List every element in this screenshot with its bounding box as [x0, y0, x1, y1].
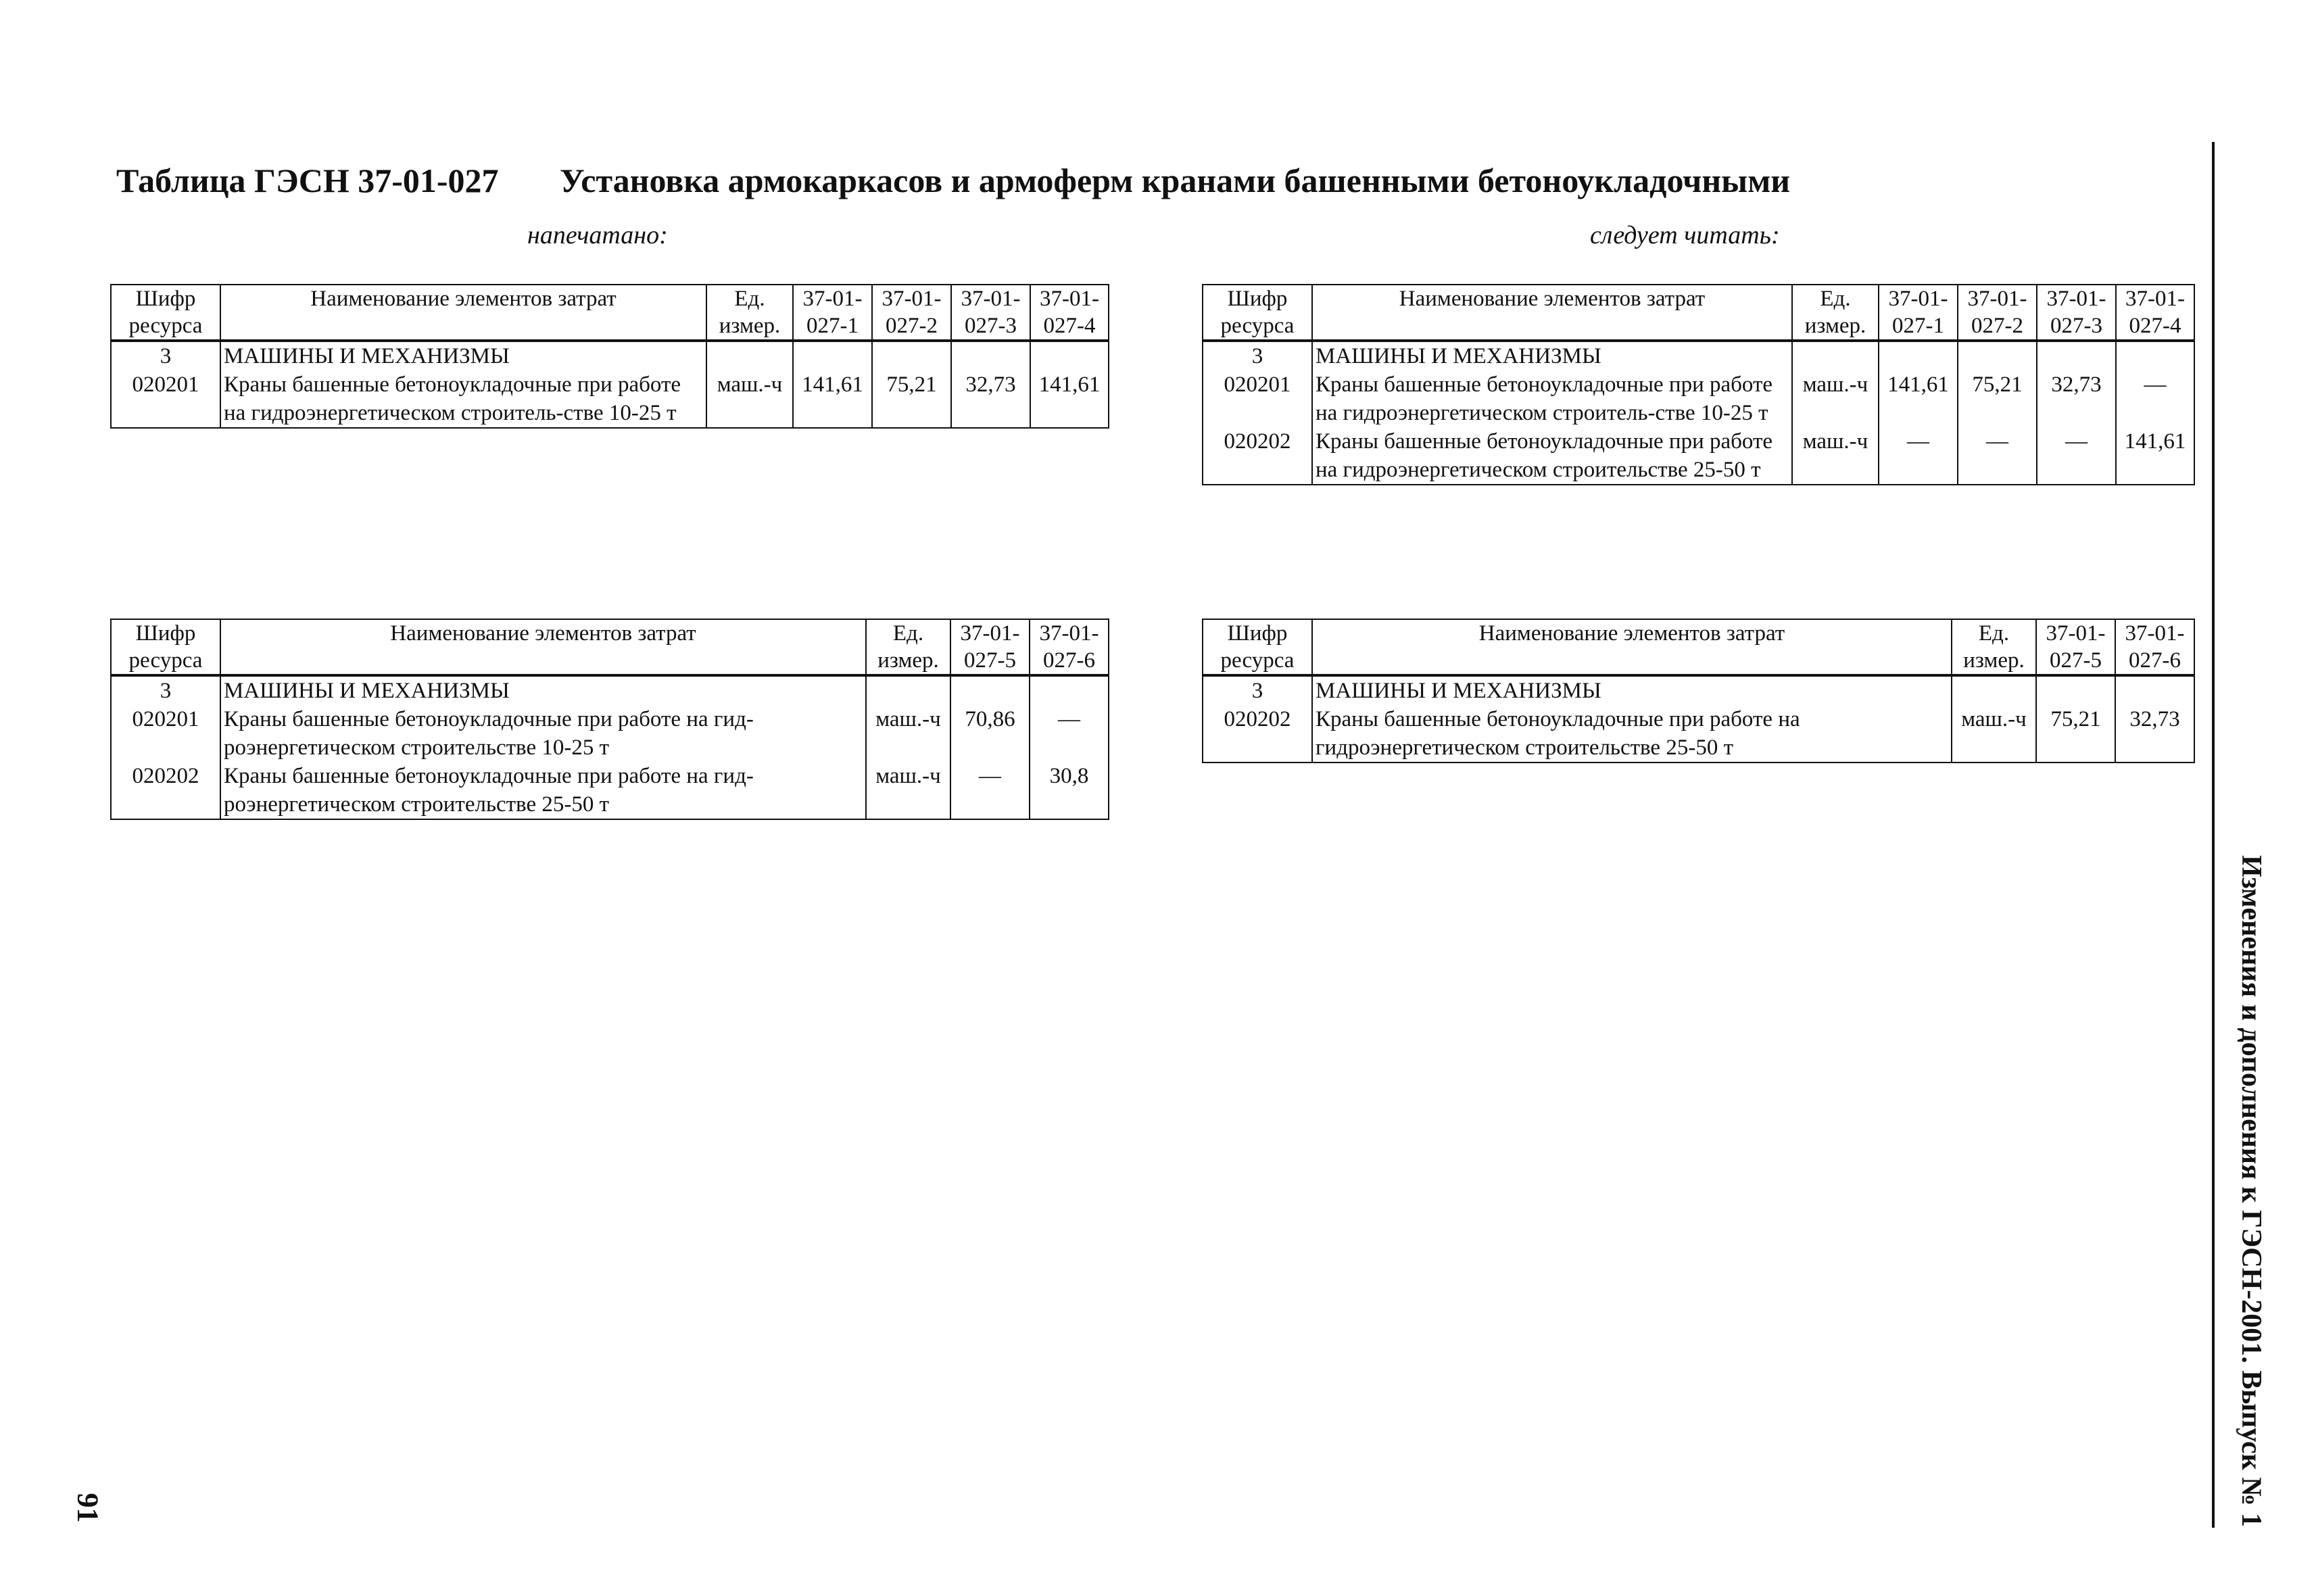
margin-rule [2212, 142, 2215, 1528]
col-027-3-header: 37-01-027-3 [2037, 285, 2116, 341]
col-unit-header: Ед. измер. [706, 285, 793, 341]
value-cell: — [1030, 705, 1109, 762]
col-code-header: Шифр ресурса [1203, 619, 1312, 675]
resource-name: Краны башенные бетоноукладочные при работе на гид-роэнергетическом строительстве 10-25 т [220, 705, 866, 762]
value-cell: 32,73 [2037, 370, 2116, 427]
unit-cell: маш.-ч [866, 705, 950, 762]
unit-cell: маш.-ч [1792, 427, 1879, 485]
col-027-5-header: 37-01-027-5 [2036, 619, 2115, 675]
value-cell: 32,73 [951, 370, 1030, 428]
section-row [111, 675, 1109, 705]
section-title: МАШИНЫ И МЕХАНИЗМЫ [220, 675, 866, 705]
section-row [111, 341, 1109, 370]
printed-label: напечатано: [527, 221, 668, 249]
section-code: 3 [111, 675, 220, 705]
value-cell: 75,21 [1958, 370, 2037, 427]
table-row [1203, 705, 2194, 763]
col-027-1-header: 37-01-027-1 [1879, 285, 1958, 341]
resource-code: 020201 [111, 705, 220, 762]
col-027-5-header: 37-01-027-5 [950, 619, 1030, 675]
value-cell: — [1958, 427, 2037, 485]
corrected-table-bottom [1202, 619, 2195, 763]
table-row [111, 762, 1109, 819]
page-number [68, 1487, 108, 1528]
value-cell: 32,73 [2115, 705, 2194, 763]
resource-name: Краны башенные бетоноукладочные при работе на гидроэнергетическом строитель-стве 10-25 т [220, 370, 706, 428]
resource-name: Краны башенные бетоноукладочные при работе на гид-роэнергетическом строительстве 25-50 т [220, 762, 866, 819]
side-running-title-text: Изменения и дополнения к ГЭСН-2001. Выпуск № 1 [2236, 855, 2267, 1527]
value-cell: 141,61 [1030, 370, 1109, 428]
section-title: МАШИНЫ И МЕХАНИЗМЫ [1312, 341, 1792, 370]
unit-cell: маш.-ч [866, 762, 950, 819]
table-header-row [1203, 285, 2194, 341]
unit-cell: маш.-ч [706, 370, 793, 428]
table-header-row [111, 619, 1109, 675]
col-name-header: Наименование элементов затрат [1312, 285, 1792, 341]
value-cell: 75,21 [2036, 705, 2115, 763]
col-code-header: Шифр ресурса [111, 619, 220, 675]
section-code: 3 [1203, 675, 1312, 705]
col-027-2-header: 37-01-027-2 [1958, 285, 2037, 341]
table-header-row [111, 285, 1109, 341]
col-name-header: Наименование элементов затрат [220, 619, 866, 675]
section-title: МАШИНЫ И МЕХАНИЗМЫ [220, 341, 706, 370]
value-cell: — [2116, 370, 2194, 427]
col-027-4-header: 37-01-027-4 [1030, 285, 1109, 341]
resource-code: 020201 [1203, 370, 1312, 427]
value-cell: 141,61 [793, 370, 872, 428]
resource-code: 020202 [111, 762, 220, 819]
printed-table-bottom [110, 619, 1109, 820]
section-title: МАШИНЫ И МЕХАНИЗМЫ [1312, 675, 1952, 705]
side-running-title [2231, 853, 2271, 1529]
value-cell: 70,86 [950, 705, 1030, 762]
resource-code: 020201 [111, 370, 220, 428]
col-unit-header: Ед. измер. [1952, 619, 2036, 675]
unit-cell: маш.-ч [1952, 705, 2036, 763]
col-name-header: Наименование элементов затрат [1312, 619, 1952, 675]
col-027-3-header: 37-01-027-3 [951, 285, 1030, 341]
section-code: 3 [111, 341, 220, 370]
col-code-header: Шифр ресурса [111, 285, 220, 341]
value-cell: 30,8 [1030, 762, 1109, 819]
printed-table-top [110, 284, 1109, 429]
value-cell: 141,61 [1879, 370, 1958, 427]
page-number-text: 91 [71, 1493, 105, 1522]
resource-code: 020202 [1203, 427, 1312, 485]
col-027-2-header: 37-01-027-2 [872, 285, 951, 341]
col-unit-header: Ед. измер. [866, 619, 950, 675]
resource-code: 020202 [1203, 705, 1312, 763]
section-row [1203, 341, 2194, 370]
table-title: Установка армокаркасов и армоферм кранами башенными бетоноукладочными [560, 162, 1791, 199]
value-cell: — [950, 762, 1030, 819]
value-cell: — [2037, 427, 2116, 485]
col-027-6-header: 37-01-027-6 [2115, 619, 2194, 675]
resource-name: Краны башенные бетоноукладочные при работе на гидроэнергетическом строитель-стве 10-25 т [1312, 370, 1792, 427]
should-read-label: следует читать: [1590, 221, 1780, 249]
table-header-row [1203, 619, 2194, 675]
value-cell: 141,61 [2116, 427, 2194, 485]
section-row [1203, 675, 2194, 705]
section-code: 3 [1203, 341, 1312, 370]
table-row [111, 370, 1109, 428]
col-027-4-header: 37-01-027-4 [2116, 285, 2194, 341]
col-name-header: Наименование элементов затрат [220, 285, 706, 341]
table-row [1203, 370, 2194, 427]
col-unit-header: Ед. измер. [1792, 285, 1879, 341]
unit-cell: маш.-ч [1792, 370, 1879, 427]
resource-name: Краны башенные бетоноукладочные при работе на гидроэнергетическом строительстве 25-50 т [1312, 427, 1792, 485]
value-cell: — [1879, 427, 1958, 485]
col-code-header: Шифр ресурса [1203, 285, 1312, 341]
col-027-1-header: 37-01-027-1 [793, 285, 872, 341]
col-027-6-header: 37-01-027-6 [1030, 619, 1109, 675]
value-cell: 75,21 [872, 370, 951, 428]
corrected-table-top [1202, 284, 2195, 485]
table-row [111, 705, 1109, 762]
table-row [1203, 427, 2194, 485]
table-code: Таблица ГЭСН 37-01-027 [116, 162, 499, 199]
resource-name: Краны башенные бетоноукладочные при работе на гидроэнергетическом строительстве 25-50 т [1312, 705, 1952, 763]
